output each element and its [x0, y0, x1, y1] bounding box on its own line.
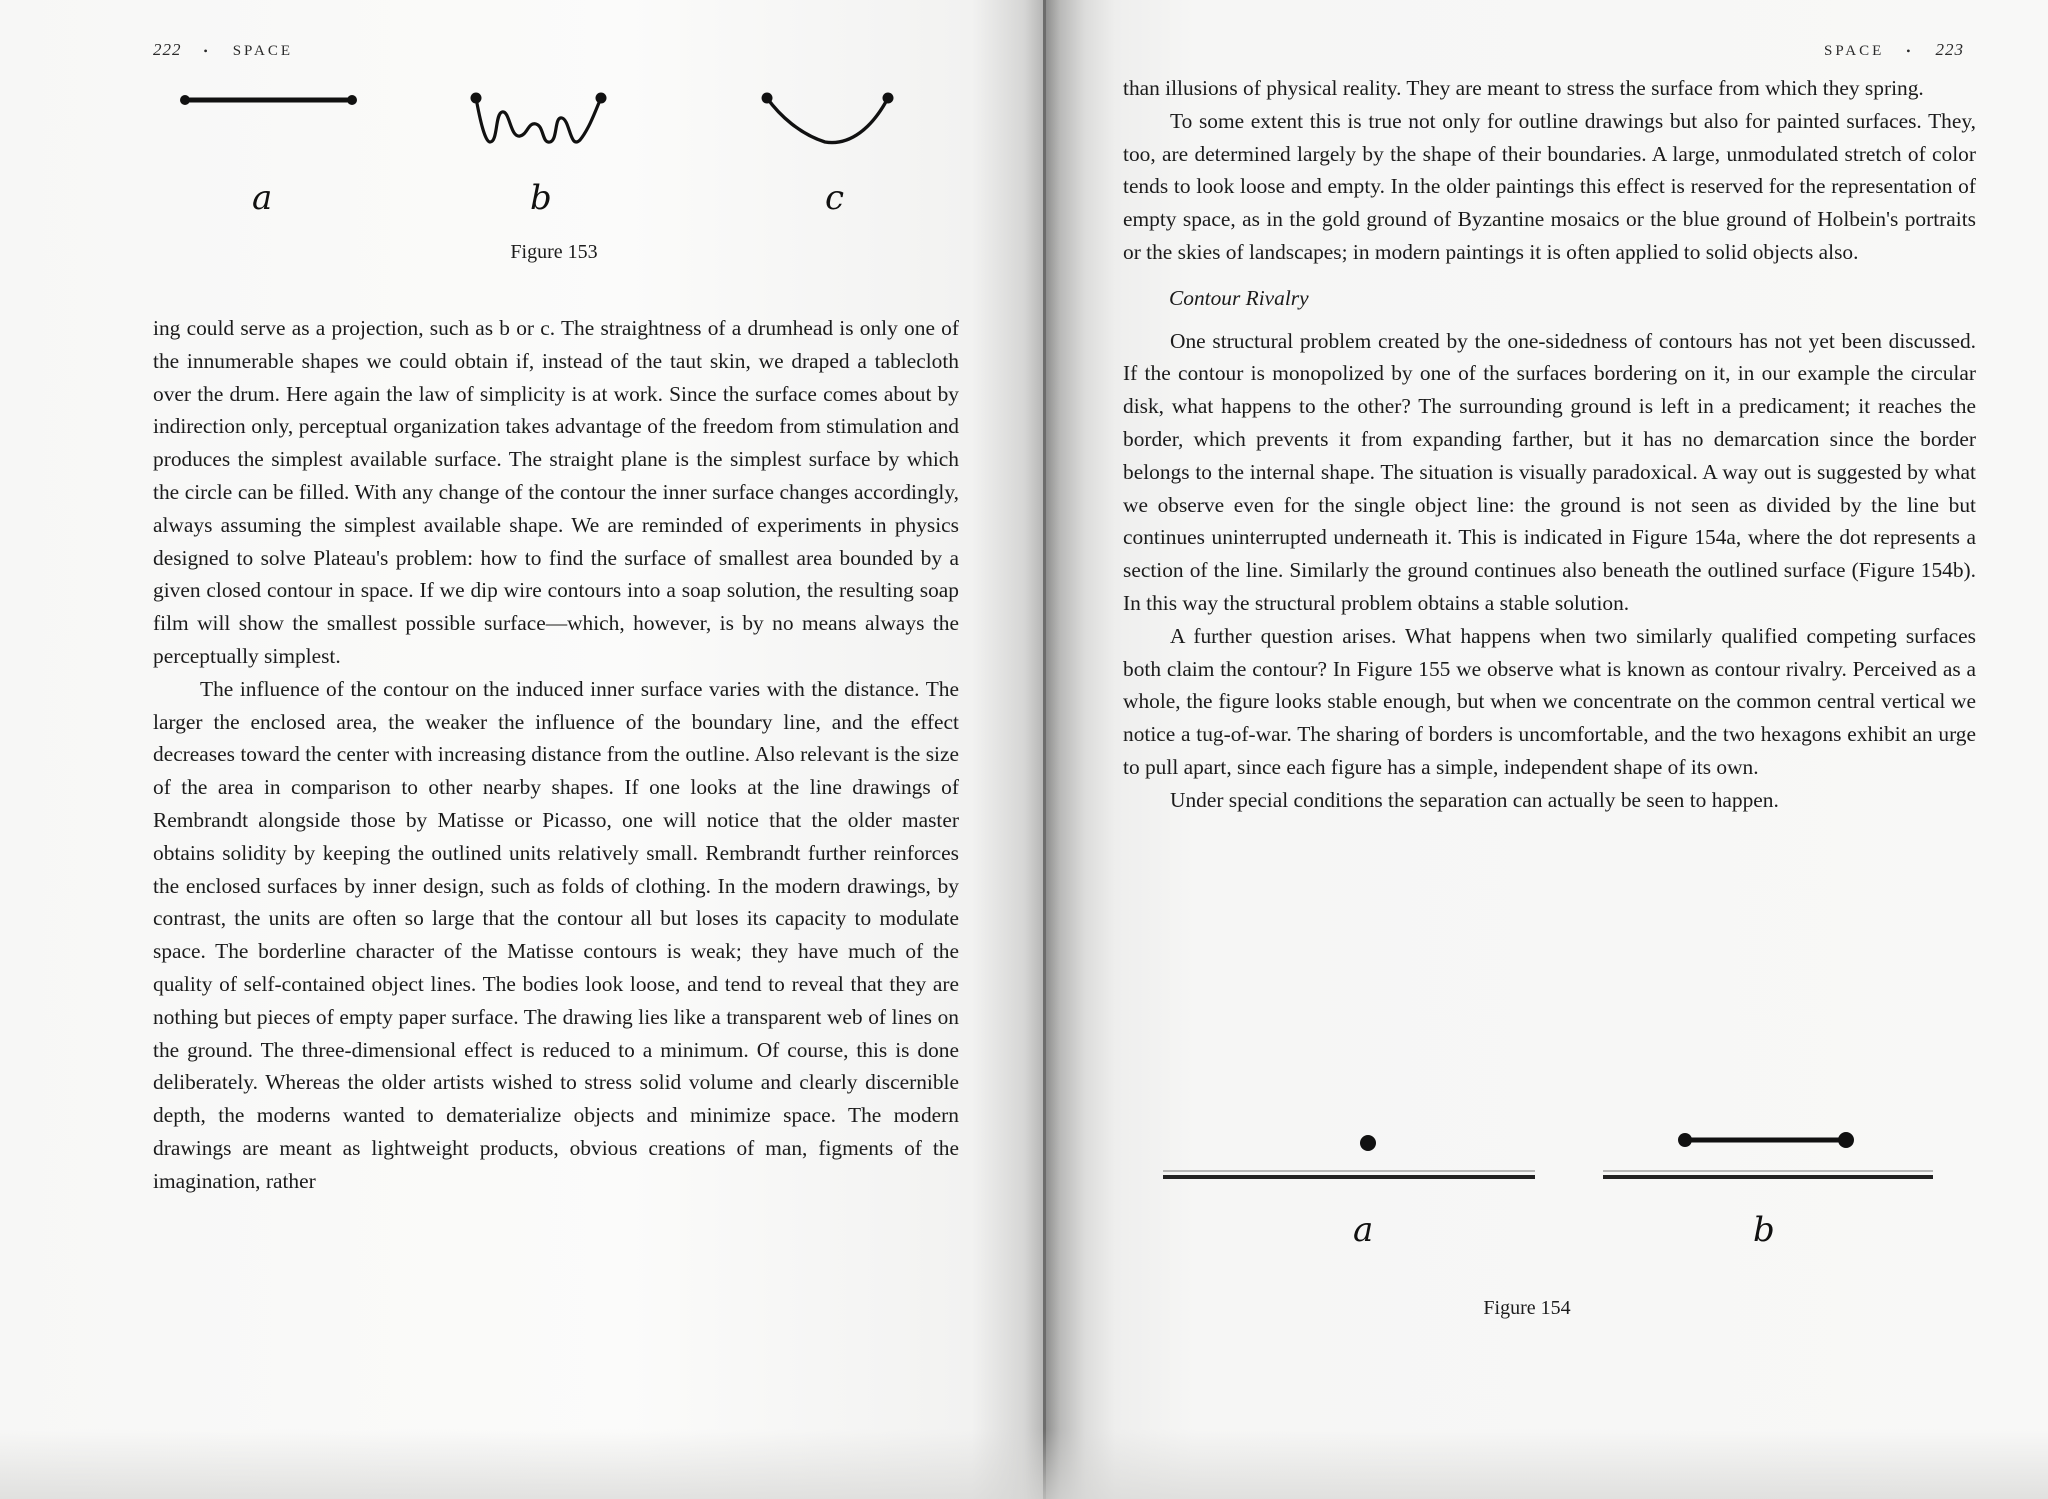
separator-dot: •	[203, 44, 211, 58]
figure-153a-end-right	[347, 95, 357, 105]
left-page-body	[153, 312, 959, 1198]
paragraph: A further question arises. What happens when two similarly qualified competing surfaces both claim the contour? In Figure 155 we observe what is known as contour rivalry. Perceived as a whole, the figure looks stable enough, but when we concentrate on the common central vertical we notice a tug-of-war. The sharing of borders is uncomfortable, and the two hexagons exhibit an urge to pull apart, since each figure has a simple, independent shape of its own.	[1123, 623, 1976, 779]
chapter-title: SPACE	[232, 43, 294, 59]
figure-153c-end-left	[762, 93, 773, 104]
figure-154a-dot	[1360, 1135, 1376, 1151]
separator-dot: •	[1906, 44, 1914, 58]
paragraph: One structural problem created by the one-sidedness of contours has not yet been discussed. If the contour is monopolized by one of the surfaces bordering on it, in our example the circular disk, what happens to the other? The surrounding ground is left in a predicament; it reaches the border, which prevents it from expanding farther, but it has no demarcation since the border belongs to the internal shape. The situation is visually paradoxical. A way out is suggested by what we observe even for the single object line: the ground is not seen as divided by the line but continues uninterrupted underneath it. This is indicated in Figure 154a, where the dot represents a section of the line. Similarly the ground continues also beneath the outlined surface (Figure 154b). In this way the structural problem obtains a stable solution.	[1123, 328, 1976, 615]
section-heading: Contour Rivalry	[1169, 285, 1309, 310]
running-head-right	[1824, 40, 1964, 60]
figure-153-caption: Figure 153	[510, 241, 598, 263]
paragraph: To some extent this is true not only for outline drawings but also for painted surfaces. They, too, are determined largely by the shape of their boundaries. A large, unmodulated stretch of color tends to look loose and empty. In the older paintings this effect is reserved for the representation of empty space, as in the gold ground of Byzantine mosaics or the blue ground of Holbein's portraits or the skies of landscapes; in modern paintings it is often applied to solid objects also.	[1123, 108, 1976, 264]
figure-154-drawing	[1163, 1110, 1943, 1260]
figure-154-label-a: a	[1353, 1210, 1374, 1250]
figure-153c-end-right	[883, 93, 894, 104]
book-gutter	[1043, 0, 1046, 1499]
figure-153c-line	[767, 98, 888, 143]
figure-154-caption: Figure 154	[1483, 1297, 1571, 1319]
paragraph: than illusions of physical reality. They are meant to stress the surface from which they spring.	[1123, 76, 1924, 100]
paragraph: ing could serve as a projection, such as b or c. The straightness of a drumhead is only one of the innumerable shapes we could obtain if, instead of the taut skin, we draped a tablecloth over the drum. Here again the law of simplicity is at work. Since the surface comes about by indirection only, perceptual organization takes advantage of the freedom from stimulation and produces the simplest available surface. The straight plane is the simplest surface by which the circle can be filled. With any change of the contour the inner surface changes accordingly, always assuming the simplest available shape. We are reminded of experiments in physics designed to solve Plateau's problem: how to find the surface of smallest area bounded by a given closed contour in space. If we dip wire contours into a soap solution, the resulting soap film will show the smallest possible surface—which, however, is by no means always the perceptually simplest.	[153, 316, 959, 668]
figure-153-label-b: b	[530, 178, 552, 218]
chapter-title: SPACE	[1823, 43, 1885, 59]
figure-154b-end-left	[1678, 1133, 1692, 1147]
page-number: 222	[153, 40, 182, 59]
figure-153b-end-right	[596, 93, 607, 104]
figure-153-label-c: c	[825, 178, 845, 218]
figure-154	[1163, 1110, 1943, 1260]
figure-153b-line	[476, 98, 601, 142]
running-head-left	[153, 40, 293, 60]
page-number: 223	[1935, 40, 1964, 59]
figure-154b-end-right	[1838, 1132, 1854, 1148]
figure-153-label-a: a	[252, 178, 273, 218]
right-page	[1045, 0, 2048, 1499]
figure-153a-end-left	[180, 95, 190, 105]
figure-154-label-b: b	[1753, 1210, 1775, 1250]
figure-153b-end-left	[471, 93, 482, 104]
paragraph: Under special conditions the separation can actually be seen to happen.	[1170, 787, 1779, 812]
right-page-body	[1123, 72, 1976, 817]
paragraph: The influence of the contour on the induced inner surface varies with the distance. The larger the enclosed area, the weaker the influence of the boundary line, and the effect decreases toward the center with increasing distance from the outline. Also relevant is the size of the area in comparison to other nearby shapes. If one looks at the line drawings of Rembrandt alongside those by Matisse or Picasso, one will notice that the older master obtains solidity by keeping the outlined units relatively small. Rembrandt further reinforces the enclosed surfaces by inner design, such as folds of clothing. In the modern drawings, by contrast, the units are often so large that the contour all but loses its capacity to modulate space. The borderline character of the Matisse contours is weak; they have much of the quality of self-contained object lines. The bodies look loose, and tend to reveal that they are nothing but pieces of empty paper surface. The drawing lies like a transparent web of lines on the ground. The three-dimensional effect is reduced to a minimum. Of course, this is done deliberately. Whereas the older artists wished to stress solid volume and clearly discernible depth, the moderns wanted to dematerialize objects and minimize space. The modern drawings are meant as lightweight products, obvious creations of man, figments of the imagination, rather	[153, 676, 959, 1193]
